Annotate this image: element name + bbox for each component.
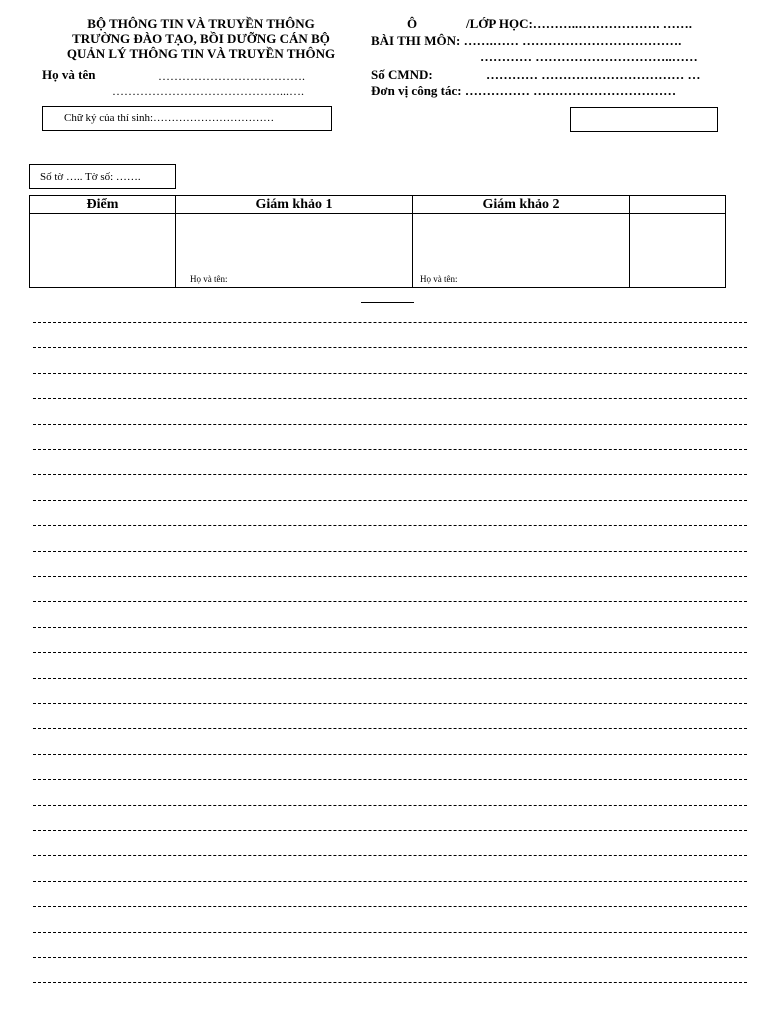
answer-line[interactable] [33,373,747,374]
answer-line[interactable] [33,728,747,729]
cmnd-field-dots[interactable]: ………… …………………………… … [486,67,701,82]
answer-line[interactable] [33,779,747,780]
answer-line[interactable] [33,347,747,348]
signature-label: Chữ ký của thí sinh:…………………………… [64,112,275,124]
examiner-2-cell[interactable] [413,214,630,288]
examiner-1-cell[interactable] [176,214,413,288]
code-box[interactable] [570,107,718,132]
answer-line[interactable] [33,855,747,856]
score-table [29,195,726,288]
score-header: Điểm [30,196,176,214]
blank-header [630,196,726,214]
cmnd-label: Số CMND: [371,67,433,82]
examiner-2-header: Giám khảo 2 [413,196,630,214]
answer-line[interactable] [33,576,747,577]
lop-hoc-field[interactable]: /LỚP HỌC:………..………………. ……. [466,16,693,31]
bai-thi-mon-dots[interactable]: ………… …………………………..…… [480,49,698,64]
answer-line[interactable] [33,754,747,755]
sheet-count-box[interactable] [29,164,176,189]
signature-box[interactable] [42,106,332,131]
examiner-1-header: Giám khảo 1 [176,196,413,214]
score-cell[interactable] [30,214,176,288]
answer-line[interactable] [33,551,747,552]
answer-line[interactable] [33,652,747,653]
school-name-2: QUẢN LÝ THÔNG TIN VÀ TRUYỀN THÔNG [66,46,336,61]
answer-line[interactable] [33,627,747,628]
blank-cell[interactable] [630,214,726,288]
answer-line[interactable] [33,500,747,501]
answer-line[interactable] [33,398,747,399]
answer-line[interactable] [33,424,747,425]
answer-line[interactable] [33,322,747,323]
lop-prefix: Ô [407,16,418,31]
answer-line[interactable] [33,881,747,882]
answer-line[interactable] [33,932,747,933]
divider-rule [361,302,414,303]
school-name: TRƯỜNG ĐÀO TẠO, BỒI DƯỠNG CÁN BỘ [72,31,330,46]
answer-line[interactable] [33,678,747,679]
answer-line[interactable] [33,474,747,475]
answer-line[interactable] [33,830,747,831]
answer-line[interactable] [33,957,747,958]
name-field-dots-2[interactable]: ……………………………………...…. [112,84,304,98]
bai-thi-mon-field[interactable]: BÀI THI MÔN: …….…… ………………………………. [371,33,682,48]
answer-line[interactable] [33,805,747,806]
examiner-1-name-label: Họ và tên: [190,274,228,284]
answer-line[interactable] [33,703,747,704]
answer-line[interactable] [33,906,747,907]
name-label: Họ và tên [42,67,96,82]
sheet-count-label: Số tờ ….. Tờ số: ……. [40,171,141,183]
don-vi-field[interactable]: Đơn vị công tác: …………… …………………………… [371,83,677,98]
ministry-name: BỘ THÔNG TIN VÀ TRUYỀN THÔNG [87,16,315,31]
answer-line[interactable] [33,601,747,602]
examiner-2-name-label: Họ và tên: [420,274,458,284]
answer-line[interactable] [33,982,747,983]
name-field-dots[interactable]: ………………………………. [158,69,305,83]
answer-line[interactable] [33,525,747,526]
answer-line[interactable] [33,449,747,450]
